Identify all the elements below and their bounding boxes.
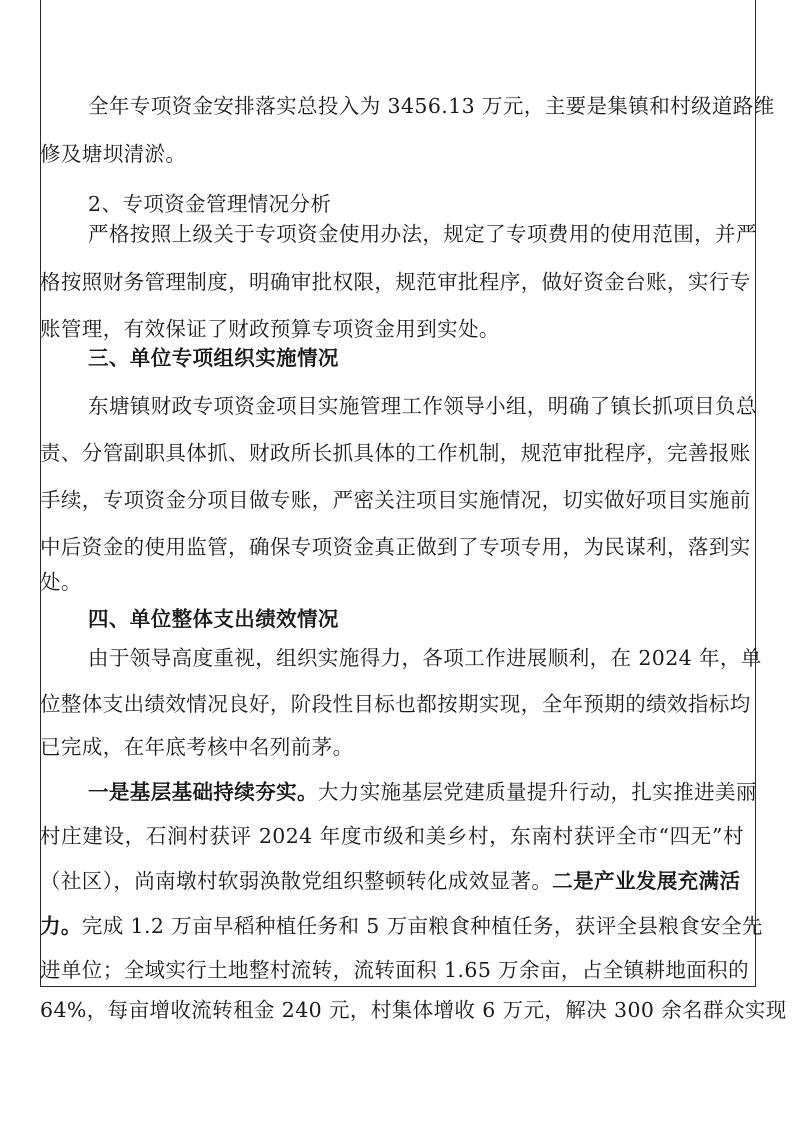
paragraph-line: 手续，专项资金分项目做专账，严密关注项目实施情况，切实做好项目实施前 [40,488,751,512]
paragraph-line: 账管理，有效保证了财政预算专项资金用到实处。 [40,317,500,341]
paragraph-line: 责、分管副职具体抓、财政所长抓具体的工作机制，规范审批程序，完善报账 [40,441,751,465]
bold-lead-phrase: 一是基层基础持续夯实。 [88,780,318,804]
section-heading: 三、单位专项组织实施情况 [88,346,339,370]
paragraph-line: 中后资金的使用监管，确保专项资金真正做到了专项专用，为民谋利，落到实 [40,535,751,559]
paragraph-line: 位整体支出绩效情况良好，阶段性目标也都按期实现，全年预期的绩效指标均 [40,692,751,716]
paragraph-text: 完成 1.2 万亩早稻种植任务和 5 万亩粮食种植任务，获评全县粮食安全先 [81,914,763,938]
section-heading: 四、单位整体支出绩效情况 [88,607,339,631]
paragraph-line: 进单位；全域实行土地整村流转，流转面积 1.65 万余亩，占全镇耕地面积的 [40,958,749,982]
paragraph-text: （社区），尚南墩村软弱涣散党组织整顿转化成效显著。 [40,869,553,893]
paragraph-line: 由于领导高度重视，组织实施得力，各项工作进展顺利，在 2024 年，单 [88,646,762,670]
paragraph-line [40,914,763,938]
bold-lead-phrase: 力。 [40,914,82,938]
paragraph-line: 处。 [40,570,82,594]
paragraph-line: 全年专项资金安排落实总投入为 3456.13 万元，主要是集镇和村级道路维 [88,94,775,118]
paragraph-line: 东塘镇财政专项资金项目实施管理工作领导小组，明确了镇长抓项目负总 [88,394,757,418]
paragraph-text: 大力实施基层党建质量提升行动，扎实推进美丽 [317,780,757,804]
paragraph-line: 已完成，在年底考核中名列前茅。 [40,735,354,759]
paragraph-line: 严格按照上级关于专项资金使用办法，规定了专项费用的使用范围，并严 [88,222,757,246]
section-subheading: 2、专项资金管理情况分析 [88,192,332,216]
paragraph-line: 村庄建设，石涧村获评 2024 年度市级和美乡村，东南村获评全市“四无”村 [40,824,744,848]
paragraph-line [40,871,744,892]
paragraph-line: 64%，每亩增收流转租金 240 元，村集体增收 6 万元，解决 300 余名群众实现 [40,998,787,1022]
paragraph-line [40,782,792,803]
bold-lead-phrase: 二是产业发展充满活 [552,869,741,893]
paragraph-line: 修及塘坝清淤。 [40,142,187,166]
paragraph-line: 格按照财务管理制度，明确审批权限，规范审批程序，做好资金台账，实行专 [40,270,751,294]
